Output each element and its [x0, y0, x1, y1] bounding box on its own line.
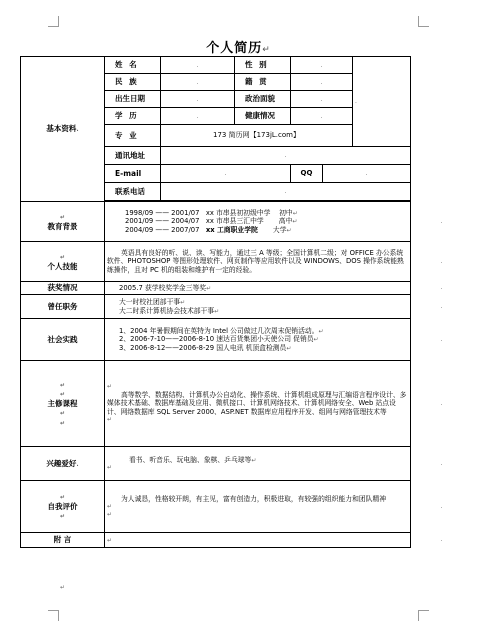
ethnicity-value-cell[interactable]: . — [161, 74, 235, 91]
hobbies-text: 看书、听音乐、玩电脑、象棋、乒乓球等↵ — [129, 455, 257, 464]
courses-content: ↵ 高等数学、数据结构、计算机办公自动化、操作系统、计算机组成原理与汇编语言程序设计、多媒体技术基础、数据库基础及应用、微机接口、计算机网络技术、计算机网络安全、Web 站点设计、网络数据库 SQL Server 2000、ASP.NET 数据库应用程序开发、组网与网络管理技术等 ↵ — [105, 361, 411, 447]
education-row: 2004/09 —— 2007/07 xx 工商职业学院 大学↵ — [125, 225, 292, 234]
page-title — [0, 37, 477, 56]
table-row: 曾任职务 大一时校社团部干事↵ 大二时系计算机协会技术部干事↵ . — [21, 295, 445, 319]
origin-value-cell[interactable]: . — [291, 74, 353, 91]
birth-value-cell[interactable]: . — [161, 91, 235, 108]
page-corner-mark — [418, 610, 429, 621]
major-value-cell[interactable]: 173 简历网【173jL.com】 — [161, 125, 353, 147]
table-row: ↵ 自我评价 ↵ 为人诚恳，性格较开朗，有主见，富有创造力，积极进取，有较强的组织能力和团队精神 ↵ ↵ . — [21, 481, 445, 533]
table-row: 获奖情况 2005.7 获学校奖学金三等奖↵ . — [21, 282, 445, 295]
section-practice-label: 社会实践 — [21, 319, 105, 361]
list-item: 3、2006-8-12——2006-8-29 国人电讯 机顶盒检测员↵ — [119, 343, 292, 352]
table-row: 兴趣爱好. 看书、听音乐、玩电脑、象棋、乒乓球等↵ ↵ . — [21, 447, 445, 481]
education-row: 2001/09 —— 2004/07 xx 市串县三汇中学 高中↵ — [125, 217, 298, 226]
politics-label: 政治面貌 — [235, 91, 291, 108]
table-row: ↵ ↵ 主修课程 ↵ ↵ ↵ 高等数学、数据结构、计算机办公自动化、操作系统、计算机组成原理与汇编语言程序设计、多媒体技术基础、数据库基础及应用、微机接口、计算机网络技术、计算机网络安全、Web 站点设计、网络数据库 SQL Server 2000、ASP.NET 数据库应用程序开发、组网与网络管理技术等 ↵ . — [21, 361, 445, 447]
notes-content[interactable]: ↵ — [105, 533, 411, 548]
education-label: 学 历 — [105, 108, 161, 125]
origin-label: 籍 贯 — [235, 74, 291, 91]
table-row: 社会实践 1、2004 年暑假期间在英特为 Intel 公司做过几次周末促销活动。↵ 2、2006-7-10——2006-8-10 速达百货集团小天使公司 促销员↵ 3、2006-8-12——2006-8-29 国人电讯 机顶盒检测员↵ . — [21, 319, 445, 361]
list-item: 2、2006-7-10——2006-8-10 速达百货集团小天使公司 促销员↵ — [119, 335, 319, 344]
paragraph-mark-icon: ↵ — [262, 45, 271, 55]
education-row: 1998/09 —— 2001/07 xx 市串县初初级中学 初中↵ — [125, 208, 298, 217]
ethnicity-label: 民 族 — [105, 74, 161, 91]
self-text: 为人诚恳，性格较开朗，有主见，富有创造力，积极进取，有较强的组织能力和团队精神 — [121, 494, 387, 503]
name-value-cell[interactable]: . — [161, 57, 235, 74]
table-row: 附 言 ↵ . — [21, 533, 445, 548]
list-item: 1、2004 年暑假期间在英特为 Intel 公司做过几次周末促销活动。↵ — [119, 326, 324, 335]
table-row: ↵ 个人技能 英语具有良好的听、说、读、写能力，通过三 A 等级；全国计算机二级；对 OFFICE 办公系统软件、PHOTOSHOP 等图形处理软件、网页制作等应用软件以及 WINDOWS、DOS 操作系统能熟练操作，且对 PC 机的组装和维护有一定的经验。 . — [21, 242, 445, 282]
section-awards-label: 获奖情况 — [21, 282, 105, 295]
health-label: 健康情况 — [235, 108, 291, 125]
list-item: 大二时系计算机协会技术部干事↵ — [119, 306, 220, 315]
section-self-label: ↵ 自我评价 ↵ — [21, 481, 105, 533]
table-row: ↵ 教育背景 1998/09 —— 2001/07 xx 市串县初初级中学 初中↵ 2001/09 —— 2004/07 xx 市串县三汇中学 高中↵ 2004/09 —— 2007/07 xx 工商职业学院 大学↵ . — [21, 202, 445, 242]
politics-value-cell[interactable]: . — [291, 91, 353, 108]
awards-text: 2005.7 获学校奖学金三等奖↵ — [105, 282, 411, 295]
table-row — [21, 57, 445, 74]
section-notes-label: 附 言 — [21, 533, 105, 548]
section-posts-label: 曾任职务 — [21, 295, 105, 319]
margin-cell — [411, 57, 445, 202]
email-label: E-mail — [105, 165, 161, 183]
address-label: 通讯地址 — [105, 147, 161, 165]
page-corner-mark — [48, 16, 59, 27]
list-item: 大一时校社团部干事↵ — [119, 298, 186, 306]
skills-text: 英语具有良好的听、说、读、写能力，通过三 A 等级；全国计算机二级；对 OFFICE 办公系统软件、PHOTOSHOP 等图形处理软件、网页制作等应用软件以及 WINDOWS、DOS 操作系统能熟练操作，且对 PC 机的组装和维护有一定的经验。 — [105, 242, 411, 282]
hobbies-content: 看书、听音乐、玩电脑、象棋、乒乓球等↵ ↵ — [105, 447, 411, 481]
name-label: 姓 名 — [105, 57, 161, 74]
gender-label: 性 别 — [235, 57, 291, 74]
self-content: 为人诚恳，性格较开朗，有主见，富有创造力，积极进取，有较强的组织能力和团队精神 ↵ ↵ — [105, 481, 411, 533]
page-corner-mark — [48, 610, 59, 621]
section-hobbies-label: 兴趣爱好. — [21, 447, 105, 481]
address-value-cell[interactable]: . — [161, 147, 411, 165]
phone-label: 联系电话 — [105, 183, 161, 201]
health-value-cell[interactable]: . — [291, 108, 353, 125]
practice-content — [105, 319, 411, 361]
section-basic-label: 基本资料. — [21, 57, 105, 202]
section-skills-label: ↵ 个人技能 — [21, 242, 105, 282]
posts-content — [105, 295, 411, 319]
gender-value-cell[interactable]: . — [291, 57, 353, 74]
major-label: 专 业 — [105, 125, 161, 147]
qq-value-cell[interactable]: . — [323, 165, 411, 183]
email-value-cell[interactable]: . — [161, 165, 291, 183]
birth-label: 出生日期 — [105, 91, 161, 108]
courses-text: 高等数学、数据结构、计算机办公自动化、操作系统、计算机组成原理与汇编语言程序设计、多媒体技术基础、数据库基础及应用、微机接口、计算机网络技术、计算机网络安全、Web 站点设计、网络数据库 SQL Server 2000、ASP.NET 数据库应用程序开发、组网与网络管理技术等 — [107, 390, 407, 416]
page-title-text: 个人简历 — [206, 41, 263, 56]
page-corner-mark — [418, 16, 429, 27]
qq-label: QQ — [291, 165, 323, 183]
education-content — [105, 202, 411, 242]
section-education-label: ↵ 教育背景 — [21, 202, 105, 242]
section-courses-label: ↵ ↵ 主修课程 ↵ ↵ — [21, 361, 105, 447]
education-value-cell[interactable]: . — [161, 108, 235, 125]
phone-value-cell[interactable]: . — [161, 183, 411, 201]
resume-table — [20, 56, 445, 548]
end-paragraph-mark: ↵ — [60, 584, 66, 591]
photo-cell[interactable]: . — [353, 57, 411, 147]
